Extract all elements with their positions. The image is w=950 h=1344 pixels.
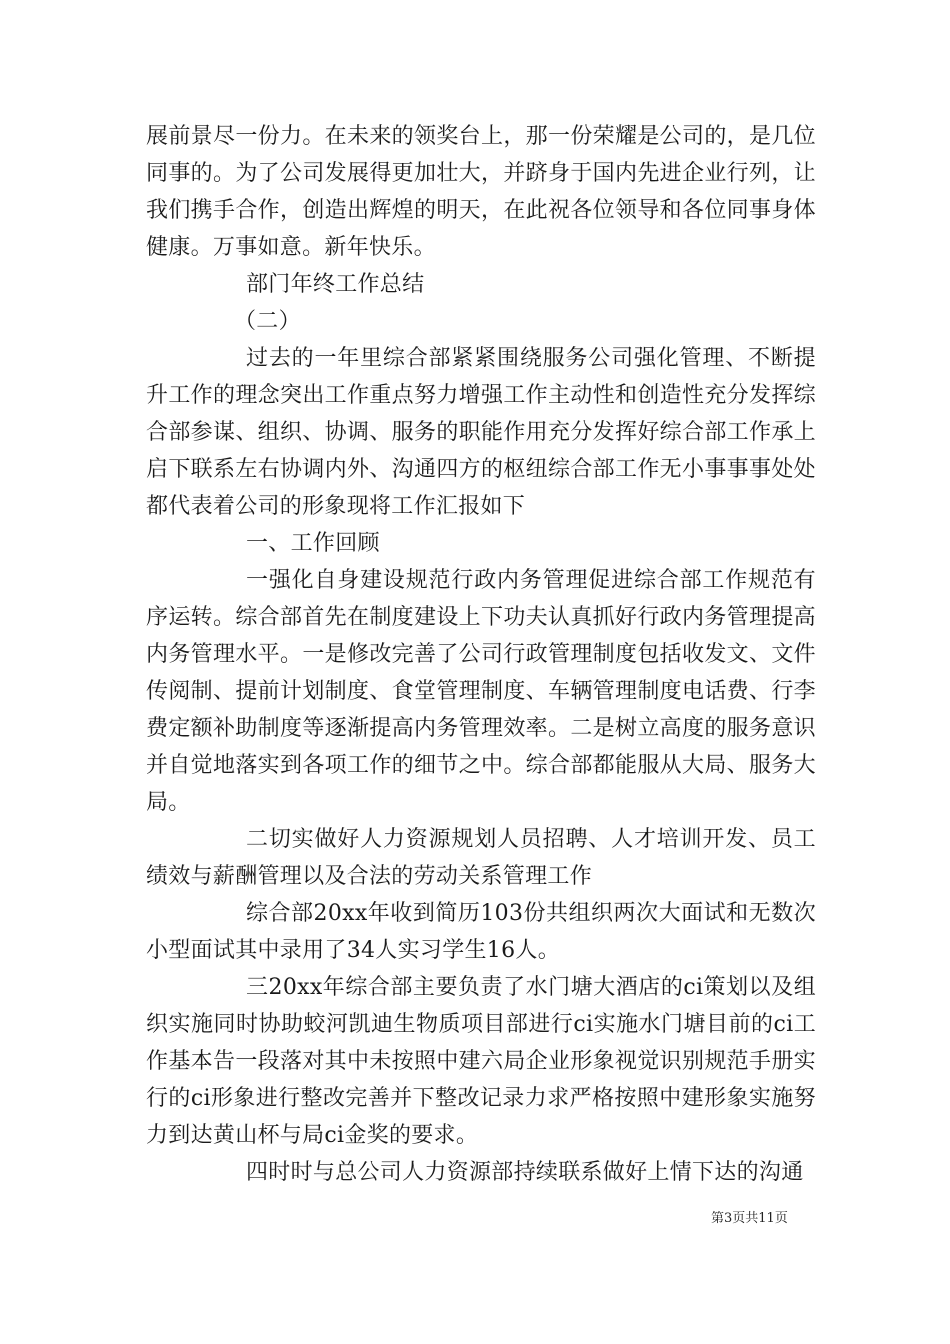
paragraph-item-3: 三20xx年综合部主要负责了水门塘大酒店的ci策划以及组织实施同时协助蛟河凯迪生物质项目部进行ci实施水门塘目前的ci工作基本告一段落对其中未按照中建六局企业形象视觉识别规范手册实行的ci形象进行整改完善并下整改记录力求严格按照中建形象实施努力到达黄山杯与局ci金奖的要求。	[146, 975, 816, 1148]
page-number-footer: 第3页共11页	[711, 1211, 788, 1226]
section-title: 部门年终工作总结	[246, 272, 425, 297]
paragraph-intro: 过去的一年里综合部紧紧围绕服务公司强化管理、不断提升工作的理念突出工作重点努力增强工作主动性和创造性充分发挥综合部参谋、组织、协调、服务的职能作用充分发挥好综合部工作承上启下联系左右协调内外、沟通四方的枢纽综合部工作无小事事事处处都代表着公司的形象现将工作汇报如下	[146, 346, 816, 519]
paragraph-item-2-detail: 综合部20xx年收到简历103份共组织两次大面试和无数次小型面试其中录用了34人实习学生16人。	[146, 901, 816, 963]
paragraph-closing: 展前景尽一份力。在未来的领奖台上，那一份荣耀是公司的，是几位同事的。为了公司发展得更加壮大，并跻身于国内先进企业行列，让我们携手合作，创造出辉煌的明天，在此祝各位领导和各位同事身体健康。万事如意。新年快乐。	[146, 124, 816, 260]
paragraph-item-2: 二切实做好人力资源规划人员招聘、人才培训开发、员工绩效与薪酬管理以及合法的劳动关系管理工作	[146, 827, 816, 889]
document-body	[146, 118, 816, 1191]
paragraph-item-4: 四时时与总公司人力资源部持续联系做好上情下达的沟通	[246, 1160, 804, 1185]
paragraph-item-1: 一强化自身建设规范行政内务管理促进综合部工作规范有序运转。综合部首先在制度建设上下功夫认真抓好行政内务管理提高内务管理水平。一是修改完善了公司行政管理制度包括收发文、文件传阅制、提前计划制度、食堂管理制度、车辆管理制度电话费、行李费定额补助制度等逐渐提高内务管理效率。二是树立高度的服务意识并自觉地落实到各项工作的细节之中。综合部都能服从大局、服务大局。	[146, 568, 816, 815]
section-number: （二）	[234, 309, 301, 334]
heading-work-review: 一、工作回顾	[246, 531, 380, 556]
